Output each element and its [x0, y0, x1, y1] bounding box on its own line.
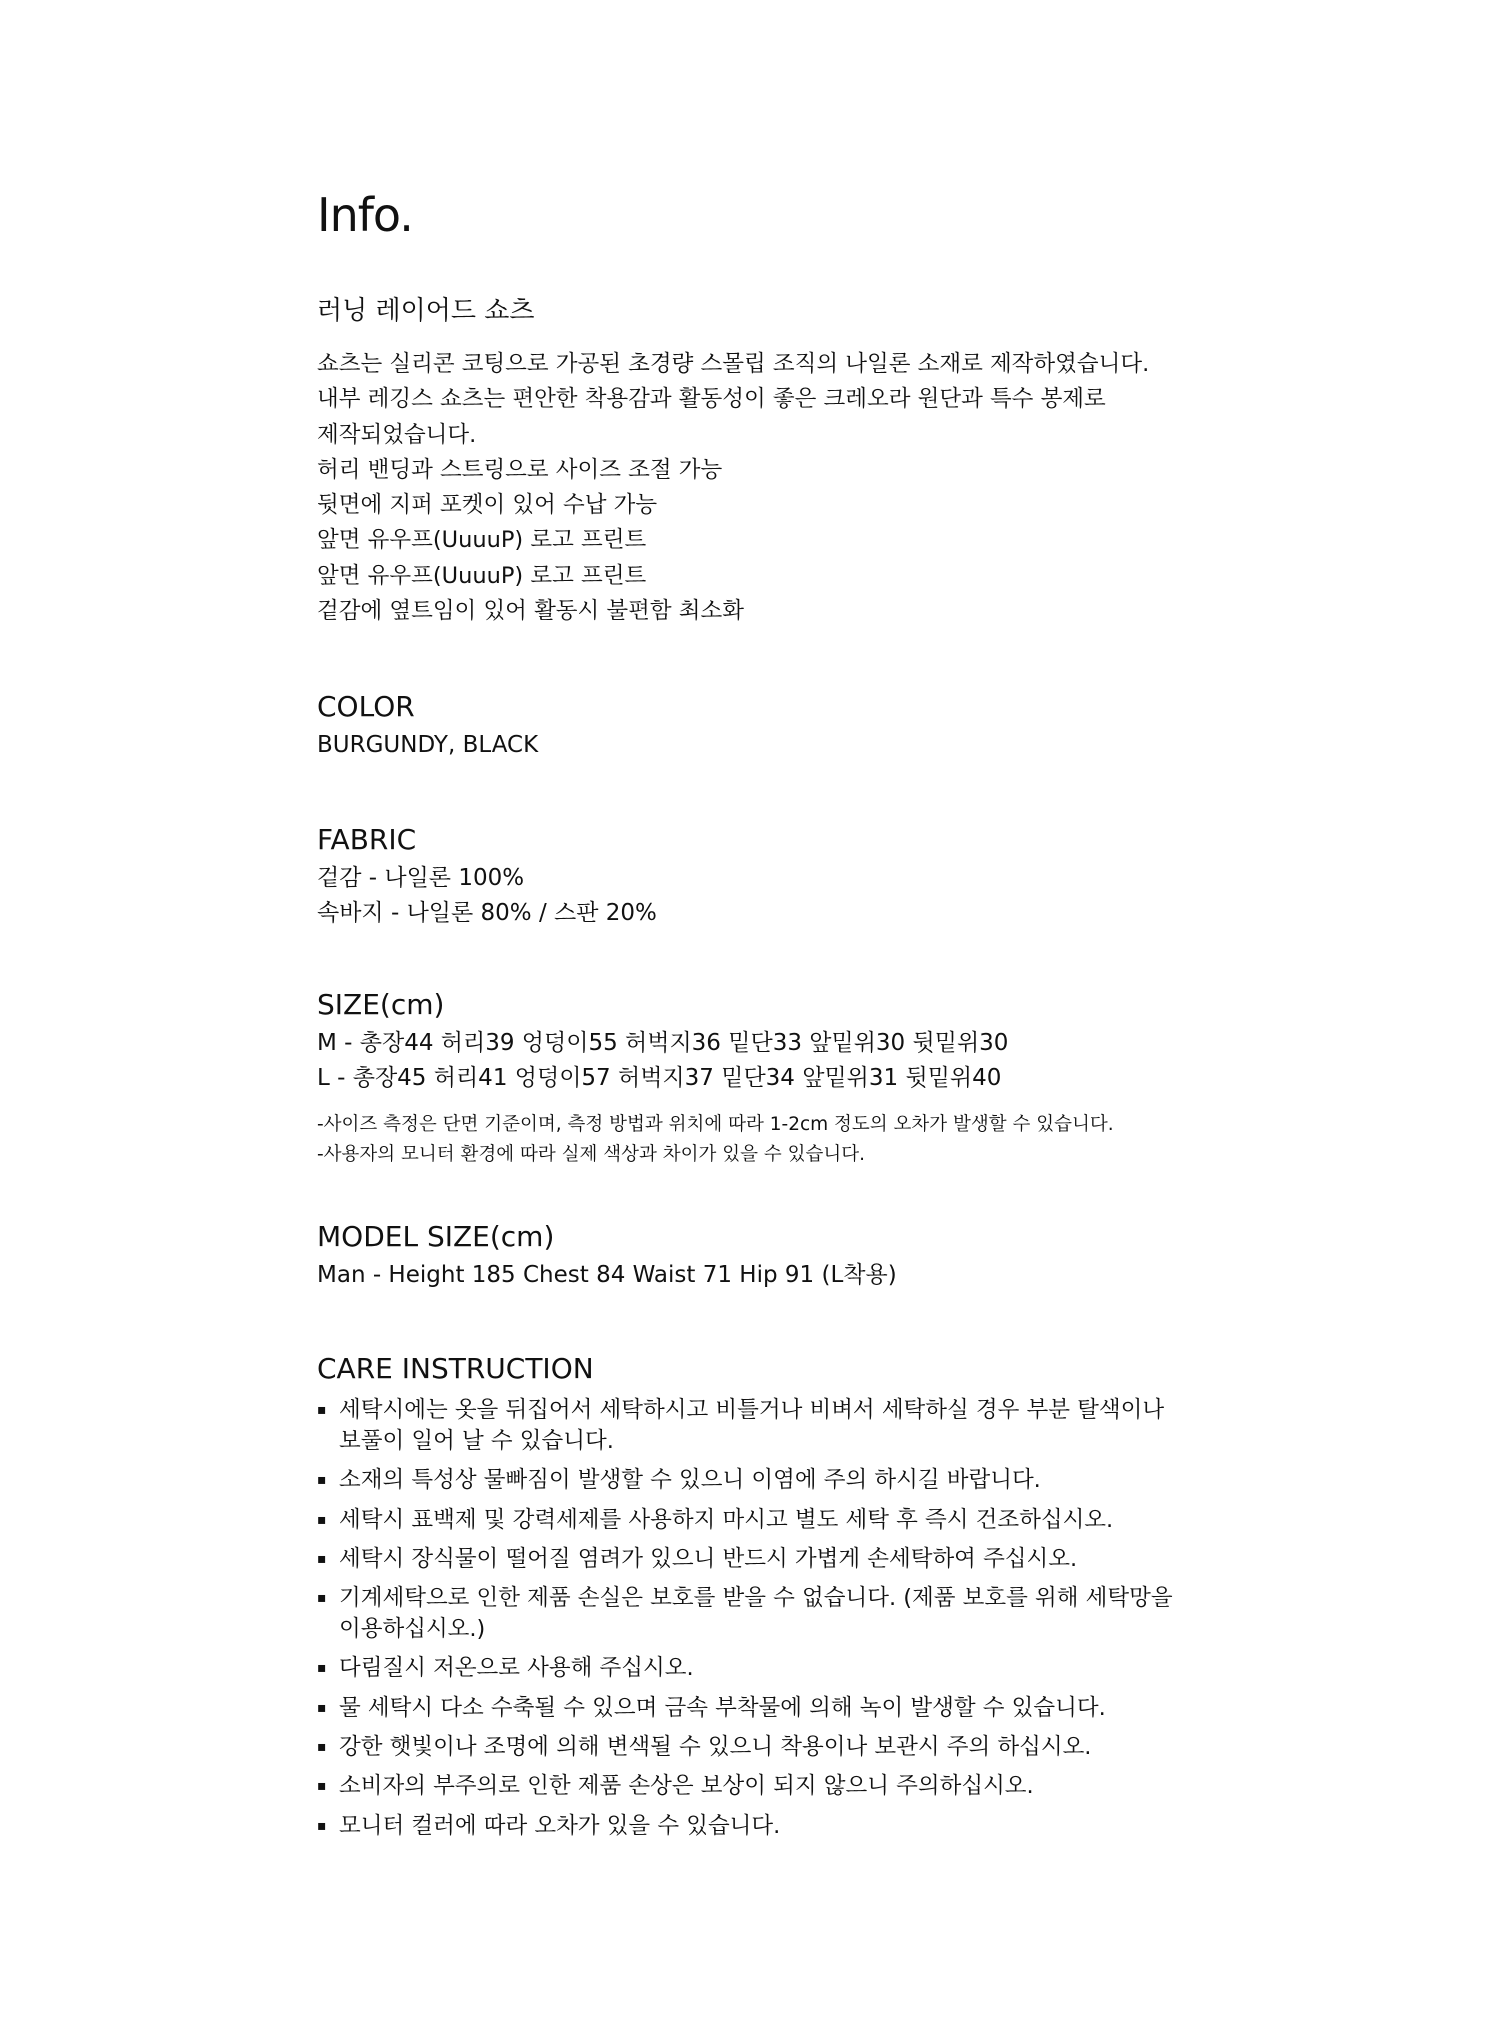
bullet-icon: ▪ [317, 1511, 327, 1528]
bullet-icon: ▪ [317, 1550, 327, 1567]
bullet-icon: ▪ [317, 1699, 327, 1716]
care-item [317, 1771, 1187, 1802]
description-line: 허리 밴딩과 스트링으로 사이즈 조절 가능 [317, 456, 723, 483]
care-item [317, 1544, 1187, 1575]
bullet-icon: ▪ [317, 1778, 327, 1795]
description-line: 앞면 유우프(UuuuP) 로고 프린트 [317, 562, 647, 589]
description-line: 제작되었습니다. [317, 421, 477, 448]
size-section [317, 1026, 1008, 1096]
color-section [317, 728, 538, 763]
model-size-section-title: MODEL SIZE(cm) [317, 1220, 555, 1253]
fabric-line: 겉감 - 나일론 100% [317, 865, 525, 891]
care-item [317, 1732, 1187, 1763]
care-item [317, 1653, 1187, 1684]
description-line: 겉감에 옆트임이 있어 활동시 불편함 최소화 [317, 598, 744, 625]
bullet-icon: ▪ [317, 1472, 327, 1489]
fabric-section [317, 861, 657, 931]
care-item-text: 물 세탁시 다소 수축될 수 있으며 금속 부착물에 의해 녹이 발생할 수 있습니다. [339, 1694, 1106, 1721]
size-note: -사이즈 측정은 단면 기준이며, 측정 방법과 위치에 따라 1-2cm 정도의 오차가 발생할 수 있습니다. [317, 1114, 1114, 1135]
care-item-text: 강한 햇빛이나 조명에 의해 변색될 수 있으니 착용이나 보관시 주의 하십시오. [339, 1734, 1092, 1761]
care-item-text: 소비자의 부주의로 인한 제품 손상은 보상이 되지 않으니 주의하십시오. [339, 1773, 1034, 1800]
model-size-section [317, 1258, 897, 1293]
bullet-icon: ▪ [317, 1590, 327, 1607]
care-item-text: 세탁시에는 옷을 뒤집어서 세탁하시고 비틀거나 비벼서 세탁하실 경우 부분 탈색이나 [339, 1397, 1165, 1423]
description-line: 앞면 유우프(UuuuP) 로고 프린트 [317, 527, 647, 554]
color-section-title: COLOR [317, 690, 415, 723]
description-line: 내부 레깅스 쇼츠는 편안한 착용감과 활동성이 좋은 크레오라 원단과 특수 봉제로 [317, 386, 1106, 413]
size-section-title: SIZE(cm) [317, 988, 445, 1021]
care-item-text: 이용하십시오.) [339, 1616, 486, 1643]
care-item [317, 1505, 1187, 1536]
care-item-text: 모니터 컬러에 따라 오차가 있을 수 있습니다. [339, 1812, 781, 1839]
bullet-icon: ▪ [317, 1739, 327, 1756]
care-item-text: 소재의 특성상 물빠짐이 발생할 수 있으니 이염에 주의 하시길 바랍니다. [339, 1467, 1041, 1494]
care-item-text: 세탁시 장식물이 떨어질 염려가 있으니 반드시 가볍게 손세탁하여 주십시오. [339, 1545, 1078, 1572]
model-size-value: Man - Height 185 Chest 84 Waist 71 Hip 91 (L착용) [317, 1262, 897, 1288]
size-line: L - 총장45 허리41 엉덩이57 허벅지37 밑단34 앞밑위31 뒷밑위40 [317, 1065, 1002, 1091]
color-value: BURGUNDY, BLACK [317, 732, 539, 758]
size-notes [317, 1110, 1114, 1170]
care-item-text: 다림질시 저온으로 사용해 주십시오. [339, 1655, 694, 1682]
care-item [317, 1395, 1187, 1457]
bullet-icon: ▪ [317, 1402, 327, 1418]
care-item-text: 세탁시 표백제 및 강력세제를 사용하지 마시고 별도 세탁 후 즉시 건조하십시오. [339, 1506, 1114, 1533]
size-line: M - 총장44 허리39 엉덩이55 허벅지36 밑단33 앞밑위30 뒷밑위30 [317, 1030, 1009, 1056]
bullet-icon: ▪ [317, 1660, 327, 1677]
care-item [317, 1465, 1187, 1496]
info-title: Info. [317, 188, 413, 242]
product-name: 러닝 레이어드 쇼츠 [317, 296, 535, 326]
care-item [317, 1811, 1187, 1842]
bullet-icon: ▪ [317, 1817, 327, 1834]
description-line: 쇼츠는 실리콘 코팅으로 가공된 초경량 스몰립 조직의 나일론 소재로 제작하였습니다. [317, 351, 1150, 377]
description-line: 뒷면에 지퍼 포켓이 있어 수납 가능 [317, 492, 658, 519]
care-item-text: 기계세탁으로 인한 제품 손실은 보호를 받을 수 없습니다. (제품 보호를 위해 세탁망을 [339, 1585, 1173, 1612]
care-item [317, 1583, 1187, 1645]
care-section-title: CARE INSTRUCTION [317, 1352, 594, 1385]
size-note: -사용자의 모니터 환경에 따라 실제 색상과 차이가 있을 수 있습니다. [317, 1144, 866, 1165]
care-instruction-list [317, 1395, 1187, 1850]
fabric-line: 속바지 - 나일론 80% / 스판 20% [317, 900, 657, 926]
care-item-text: 보풀이 일어 날 수 있습니다. [339, 1428, 614, 1454]
fabric-section-title: FABRIC [317, 823, 417, 856]
product-description [317, 347, 1149, 629]
care-item [317, 1693, 1187, 1724]
